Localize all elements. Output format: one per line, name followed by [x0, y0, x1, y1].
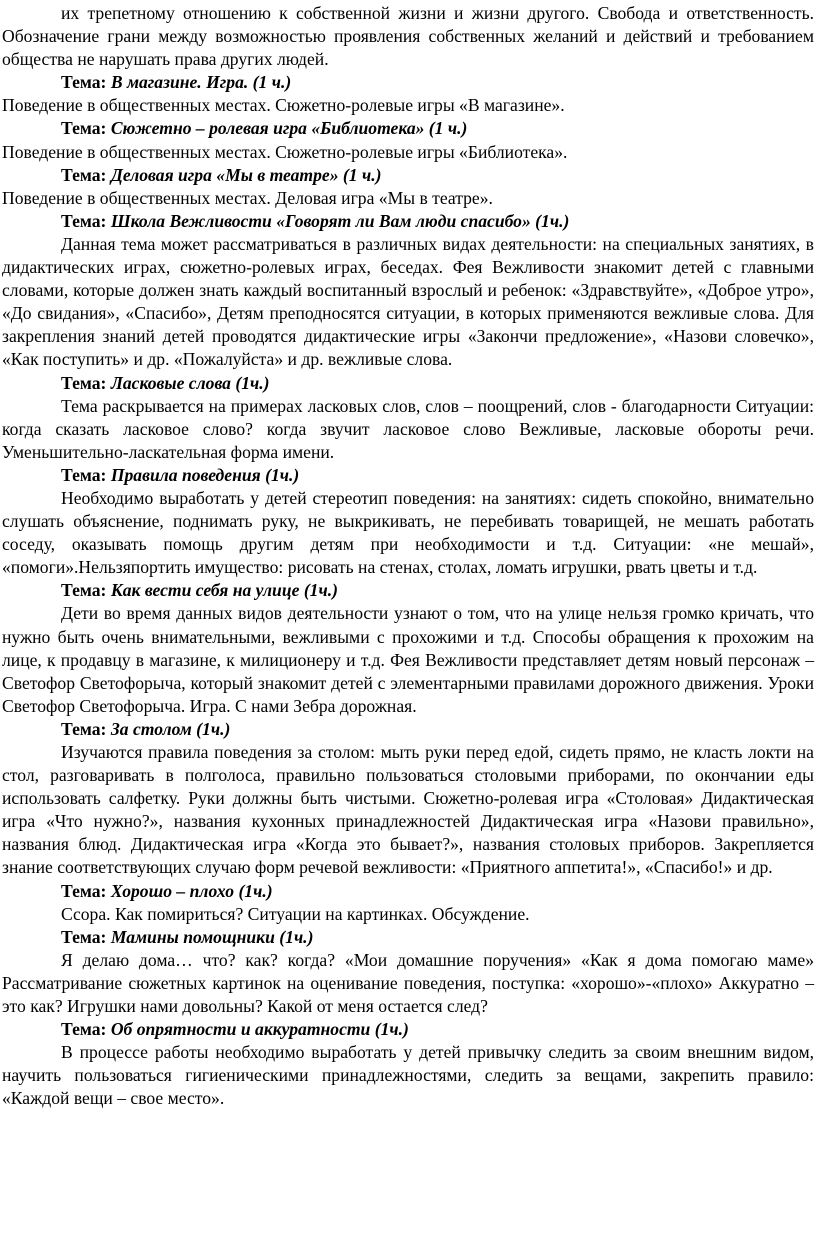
topic-heading-mom-helpers: [2, 926, 814, 949]
topic-title: Школа Вежливости «Говорят ли Вам люди спасибо» (1ч.): [110, 210, 570, 231]
topic-heading-politeness-school: [2, 210, 814, 233]
topic-title: Сюжетно – ролевая игра «Библиотека» (1 ч.): [110, 118, 468, 139]
topic-title: Правила поведения (1ч.): [110, 464, 300, 485]
topic-heading-shop: [2, 71, 814, 94]
topic-label: Тема:: [61, 1019, 107, 1040]
topic-heading-neatness: [2, 1018, 814, 1041]
topic-heading-library: [2, 117, 814, 140]
topic-title: Об опрятности и аккуратности (1ч.): [110, 1019, 409, 1040]
topic-heading-good-bad: [2, 880, 814, 903]
topic-body-street: Дети во время данных видов деятельности узнают о том, что на улице нельзя громко кричать, что нужно быть очень внимательными, вежливыми с прохожими и т.д. Способы обращения к прохожим на лице, к продавцу в магазине, к милиционеру и т.д. Фея Вежливости представляет детям новый персонаж – Светофор Светофорыча, который знакомит детей с элементарными правилами дорожного движения. Уроки Светофор Светофорыча. Игра. С нами Зебра дорожная.: [2, 603, 814, 716]
topic-body-good-bad: Ссора. Как помириться? Ситуации на картинках. Обсуждение.: [61, 903, 530, 924]
topic-body-shop: Поведение в общественных местах. Сюжетно-ролевые игры «В магазине».: [2, 95, 565, 116]
topic-title: За столом (1ч.): [110, 718, 231, 739]
topic-body-neatness: В процессе работы необходимо выработать у детей привычку следить за своим внешним видом, научить пользоваться гигиеническими принадлежностями, следить за вещами, закрепить правило: «Каждой вещи – свое место».: [2, 1042, 814, 1109]
intro-paragraph: их трепетному отношению к собственной жизни и жизни другого. Свобода и ответственность. Обозначение грани между возможностью проявления собственных желаний и действий и требованием общества не нарушать права других людей.: [2, 3, 814, 70]
topic-label: Тема:: [61, 118, 107, 139]
topic-title: Мамины помощники (1ч.): [110, 926, 314, 947]
topic-body-kind-words: Тема раскрывается на примерах ласковых слов, слов – поощрений, слов - благодарности Ситуации: когда сказать ласковое слово? когда звучит ласковое слово Вежливые, ласковые обороты речи. Уменьшительно-ласкательная форма имени.: [2, 395, 814, 462]
topic-title: Ласковые слова (1ч.): [110, 372, 270, 393]
topic-title: Хорошо – плохо (1ч.): [110, 880, 273, 901]
topic-label: Тема:: [61, 164, 107, 185]
topic-heading-street: [2, 579, 814, 602]
topic-title: В магазине. Игра. (1 ч.): [110, 72, 292, 93]
topic-body-mom-helpers: Я делаю дома… что? как? когда? «Мои домашние поручения» «Как я дома помогаю маме» Рассматривание сюжетных картинок на оценивание поведения, поступка: «хорошо»-«плохо» Аккуратно – это как? Игрушки нами довольны? Какой от меня остается след?: [2, 949, 814, 1017]
topic-body-behavior-rules: Необходимо выработать у детей стереотип поведения: на занятиях: сидеть спокойно, внимательно слушать объяснение, поднимать руку, не выкрикивать, не перебивать товарищей, не мешать работать соседу, оказывать помощь другим детям при необходимости и т.д. Ситуации: «не мешай», «помоги».Нельзяпортить имущество: рисовать на стенах, столах, ломать игрушки, рвать цветы и т.д.: [2, 487, 814, 578]
topic-label: Тема:: [61, 372, 107, 393]
topic-title: Как вести себя на улице (1ч.): [110, 580, 338, 601]
topic-heading-table: [2, 718, 814, 741]
topic-label: Тема:: [61, 880, 107, 901]
topic-label: Тема:: [61, 464, 107, 485]
topic-body-table: Изучаются правила поведения за столом: мыть руки перед едой, сидеть прямо, не класть локти на стол, разговаривать в полголоса, правильно пользоваться столовыми приборами, по окончании еды использовать салфетку. Руки должны быть чистыми. Сюжетно-ролевая игра «Столовая» Дидактическая игра «Что нужно?», названия кухонных принадлежностей Дидактическая игра «Назови правильно», названия блюд. Дидактическая игра «Когда это бывает?», названия столовых приборов. Закрепляется знание соответствующих случаю форм речевой вежливости: «Приятного аппетита!», «Спасибо!» и др.: [2, 742, 814, 878]
topic-body-library: Поведение в общественных местах. Сюжетно-ролевые игры «Библиотека».: [2, 141, 568, 162]
topic-heading-theatre: [2, 164, 814, 187]
topic-heading-kind-words: [2, 372, 814, 395]
topic-label: Тема:: [61, 580, 107, 601]
topic-label: Тема:: [61, 926, 107, 947]
topic-label: Тема:: [61, 210, 107, 231]
topic-body-politeness-school: Данная тема может рассматриваться в различных видах деятельности: на специальных занятиях, в дидактических играх, сюжетно-ролевых играх, беседах. Фея Вежливости знакомит детей с главными словами, которые должен знать каждый воспитанный взрослый и ребенок: «Здравствуйте», «Доброе утро», «До свидания», «Спасибо», Детям преподносятся ситуации, в которых применяются вежливые слова. Для закрепления знаний детей проводятся дидактические игры «Закончи предложение», «Назови словечко», «Как поступить» и др. «Пожалуйста» и др. вежливые слова.: [2, 233, 814, 370]
topic-heading-behavior-rules: [2, 464, 814, 487]
topic-label: Тема:: [61, 72, 107, 93]
topic-title: Деловая игра «Мы в театре» (1 ч.): [110, 164, 382, 185]
topic-body-theatre: Поведение в общественных местах. Деловая игра «Мы в театре».: [2, 187, 493, 208]
topic-label: Тема:: [61, 718, 107, 739]
